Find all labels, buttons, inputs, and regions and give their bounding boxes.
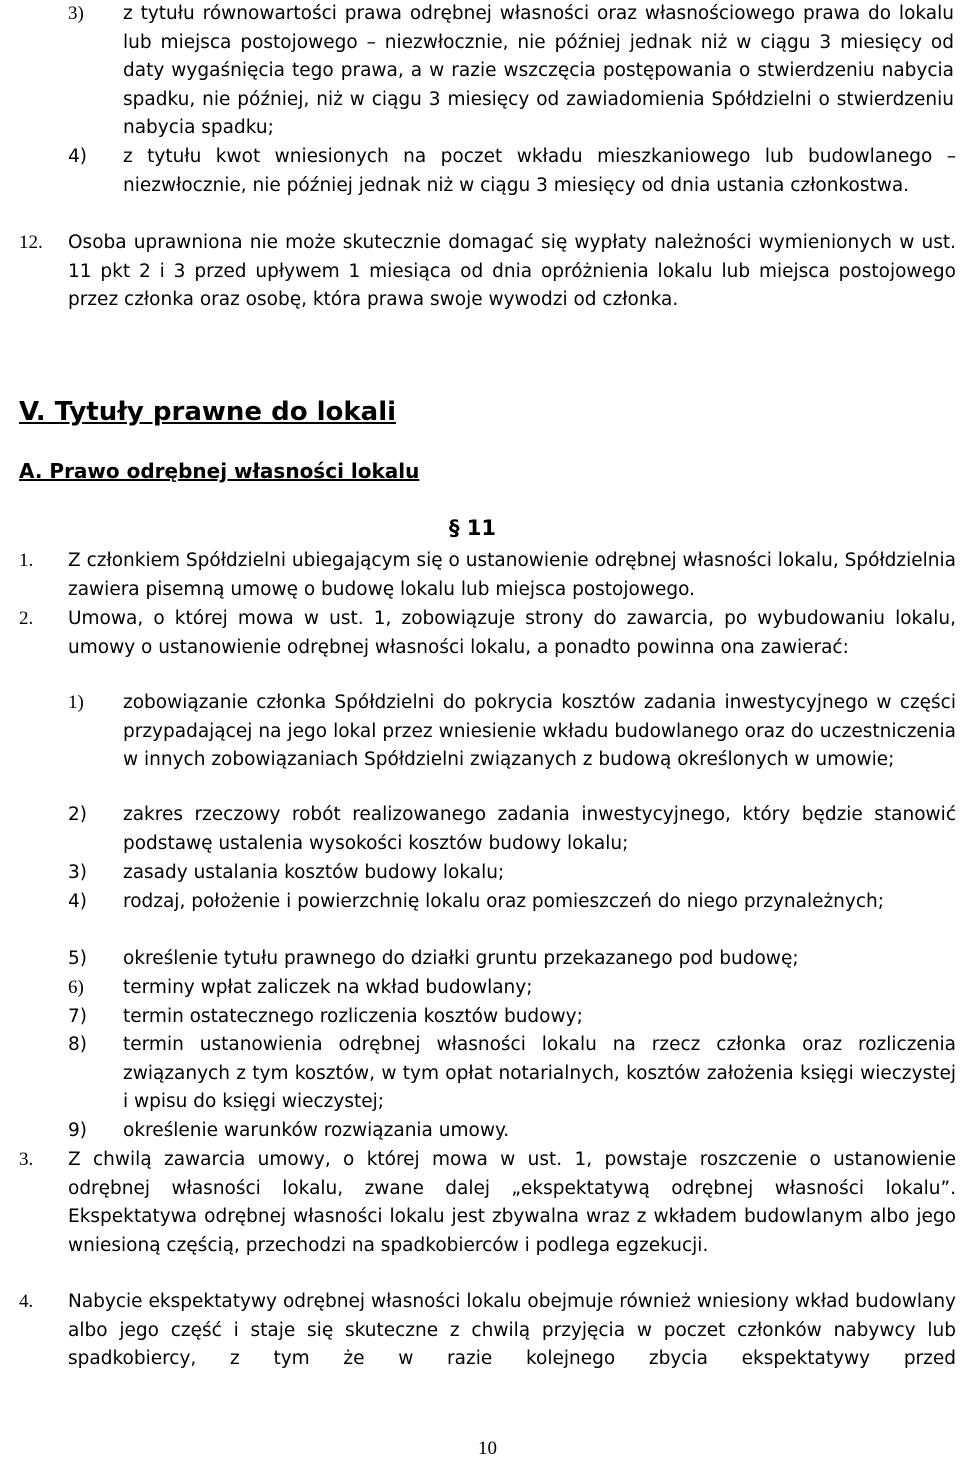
list-item-text: określenie tytułu prawnego do działki gruntu przekazanego pod budowę; xyxy=(123,948,799,969)
list-marker: 5) xyxy=(68,948,87,969)
section-heading: A. Prawo odrębnej własności lokalu xyxy=(19,459,420,483)
list-item-text: z tytułu równowartości prawa odrębnej własności oraz własnościowego prawa do lokalu lub miejsca postojowego – niezwłocznie, nie później jednak niż w ciągu 3 miesięcy od daty wygaśnięcia tego prawa, a w razie wszczęcia postępowania o stwierdzeniu nabycia spadku, nie później, niż w ciągu 3 miesięcy od zawiadomienia Spółdzielni o stwierdzeniu nabycia spadku; xyxy=(123,3,954,139)
list-item-text: Nabycie ekspektatywy odrębnej własności lokalu obejmuje również wniesiony wkład budowlany albo jego część i staje się skuteczne z chwilą przyjęcia w poczet członków nabywcy lub spadkobiercy, z tym że w razie kolejnego zbycia ekspektatywy przed xyxy=(68,1291,956,1370)
list-marker: 4. xyxy=(19,1291,34,1312)
list-marker: 12. xyxy=(19,232,43,253)
list-marker: 4) xyxy=(68,891,87,912)
list-item-text: Z członkiem Spółdzielni ubiegającym się o ustanowienie odrębnej własności lokalu, Spółdzielnia zawiera pisemną umowę o budowę lokalu lub miejsca postojowego. xyxy=(68,550,956,600)
list-marker: 3. xyxy=(19,1149,34,1170)
list-item-text: zobowiązanie członka Spółdzielni do pokrycia kosztów zadania inwestycyjnego w części przypadającej na jego lokal przez wniesienie wkładu budowlanego oraz do uczestniczenia w innych zobowiązaniach Spółdzielni związanych z budową określonych w umowie; xyxy=(123,692,956,771)
list-item-text: termin ustanowienia odrębnej własności lokalu na rzecz członka oraz rozliczenia związanych z tym kosztów, w tym opłat notarialnych, kosztów założenia księgi wieczystej i wpisu do księgi wieczystej; xyxy=(123,1034,956,1113)
list-marker: 3) xyxy=(68,862,87,883)
list-marker: 7) xyxy=(68,1006,87,1027)
list-item-text: Z chwilą zawarcia umowy, o której mowa w ust. 1, powstaje roszczenie o ustanowienie odrębnej własności lokalu, zwane dalej „ekspektatywą odrębnej własności lokalu”. Ekspektatywa odrębnej własności lokalu jest zbywalna wraz z wkładem budowlanym albo jego wniesioną częścią, przechodzi na spadkobierców i podlega egzekucji. xyxy=(68,1149,956,1256)
list-marker: 6) xyxy=(68,977,84,998)
list-item-text: określenie warunków rozwiązania umowy. xyxy=(123,1120,510,1141)
list-item-text: zakres rzeczowy robót realizowanego zadania inwestycyjnego, który będzie stanowić podstawę ustalenia wysokości kosztów budowy lokalu; xyxy=(123,804,956,854)
list-item-text: termin ostatecznego rozliczenia kosztów budowy; xyxy=(123,1006,583,1027)
list-marker: 2) xyxy=(68,804,87,825)
list-item-text: Osoba uprawniona nie może skutecznie domagać się wypłaty należności wymienionych w ust. 11 pkt 2 i 3 przed upływem 1 miesiąca od dnia opróżnienia lokalu lub miejsca postojowego przez członka oraz osobę, która prawa swoje wywodzi od członka. xyxy=(68,232,956,311)
list-marker: 2. xyxy=(19,608,34,629)
list-item-text: terminy wpłat zaliczek na wkład budowlany; xyxy=(123,977,533,998)
list-marker: 9) xyxy=(68,1120,87,1141)
list-marker: 4) xyxy=(68,146,87,167)
list-item-text: rodzaj, położenie i powierzchnię lokalu oraz pomieszczeń do niego przynależnych; xyxy=(123,891,884,912)
chapter-heading: V. Tytuły prawne do lokali xyxy=(19,397,397,427)
list-item-text: Umowa, o której mowa w ust. 1, zobowiązuje strony do zawarcia, po wybudowaniu lokalu, umowy o ustanowienie odrębnej własności lokalu, a ponadto powinna ona zawierać: xyxy=(68,608,956,658)
page-number: 10 xyxy=(478,1438,497,1459)
list-item-text: zasady ustalania kosztów budowy lokalu; xyxy=(123,862,505,883)
list-marker: 1) xyxy=(68,692,84,713)
paragraph-number: § 11 xyxy=(449,516,497,540)
list-marker: 8) xyxy=(68,1034,87,1055)
list-marker: 1. xyxy=(19,550,34,571)
list-marker: 3) xyxy=(68,3,84,24)
list-item-text: z tytułu kwot wniesionych na poczet wkładu mieszkaniowego lub budowlanego – niezwłocznie, nie później jednak niż w ciągu 3 miesięcy od dnia ustania członkostwa. xyxy=(123,146,956,196)
